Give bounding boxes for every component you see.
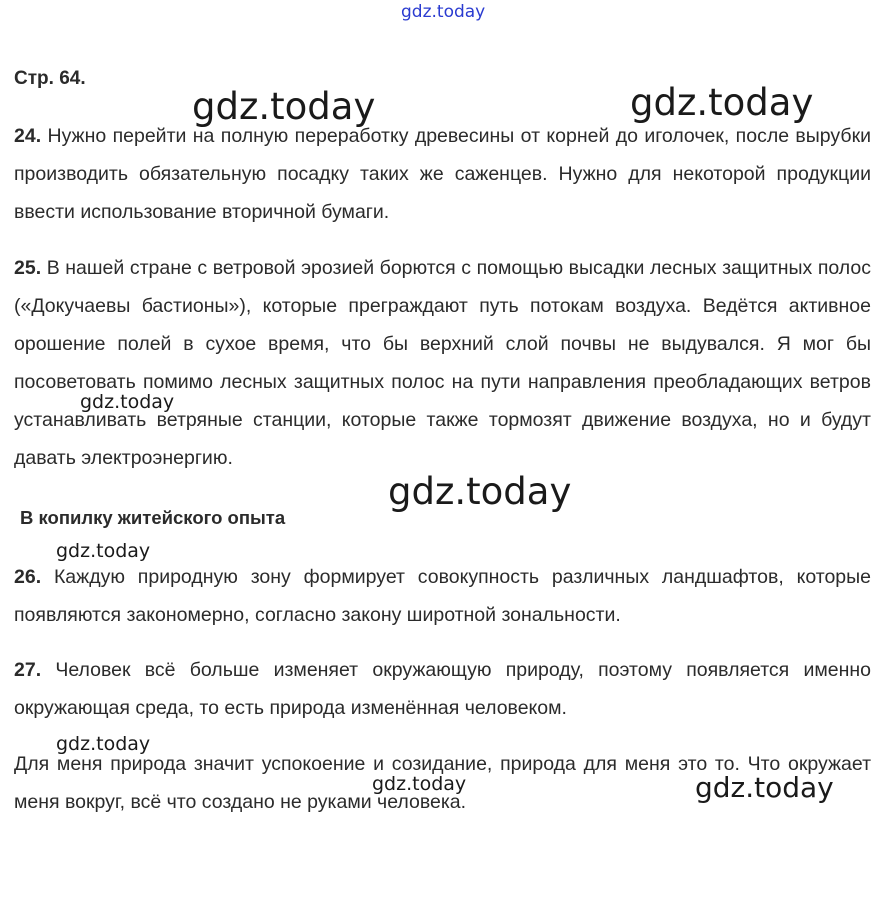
paragraph-text: Человек всё больше изменяет окружающую природу, поэтому появляется именно окружающая среда, то есть природа изменённая человеком.	[14, 659, 872, 719]
watermark: gdz.today	[56, 733, 151, 755]
paragraph-number: 26.	[14, 566, 42, 588]
page-heading: Стр. 64.	[14, 68, 86, 89]
watermark: gdz.today	[388, 470, 572, 513]
paragraph-text: Каждую природную зону формирует совокупность различных ландшафтов, которые появляются закономерно, согласно закону широтной зональности.	[14, 566, 871, 626]
paragraph-25	[14, 249, 871, 477]
watermark: gdz.today	[372, 773, 467, 795]
watermark: gdz.today	[56, 540, 151, 562]
paragraph-number: 25.	[14, 257, 42, 279]
paragraph-24	[14, 117, 871, 231]
paragraph-number: 27.	[14, 659, 42, 681]
watermark: gdz.today	[80, 391, 175, 413]
watermark: gdz.today	[630, 81, 814, 124]
section-title: В копилку житейского опыта	[20, 507, 286, 528]
watermark: gdz.today	[192, 85, 376, 128]
paragraph-text: В нашей стране с ветровой эрозией борются с помощью высадки лесных защитных полос («Докучаевы бастионы»), которые преграждают путь потокам воздуха. Ведётся активное орошение полей в сухое время, что бы верхний слой почвы не выдувался. Я мог бы посоветовать помимо лесных защитных полос на пути направления преобладающих ветров устанавливать ветряные станции, которые также тормозят движение воздуха, но и будут давать электроэнергию.	[14, 257, 871, 469]
closing-text: Для меня природа значит успокоение и созидание, природа для меня это то. Что окружает меня вокруг, всё что создано не руками человека.	[14, 753, 871, 813]
watermark: gdz.today	[695, 771, 834, 804]
paragraph-number: 24.	[14, 125, 42, 147]
watermark-top: gdz.today	[401, 2, 486, 22]
paragraph-26	[14, 558, 871, 634]
paragraph-27	[14, 651, 871, 727]
paragraph-text: Нужно перейти на полную переработку древесины от корней до иголочек, после вырубки производить обязательную посадку таких же саженцев. Нужно для некоторой продукции ввести использование вторичной бумаги.	[14, 125, 871, 223]
